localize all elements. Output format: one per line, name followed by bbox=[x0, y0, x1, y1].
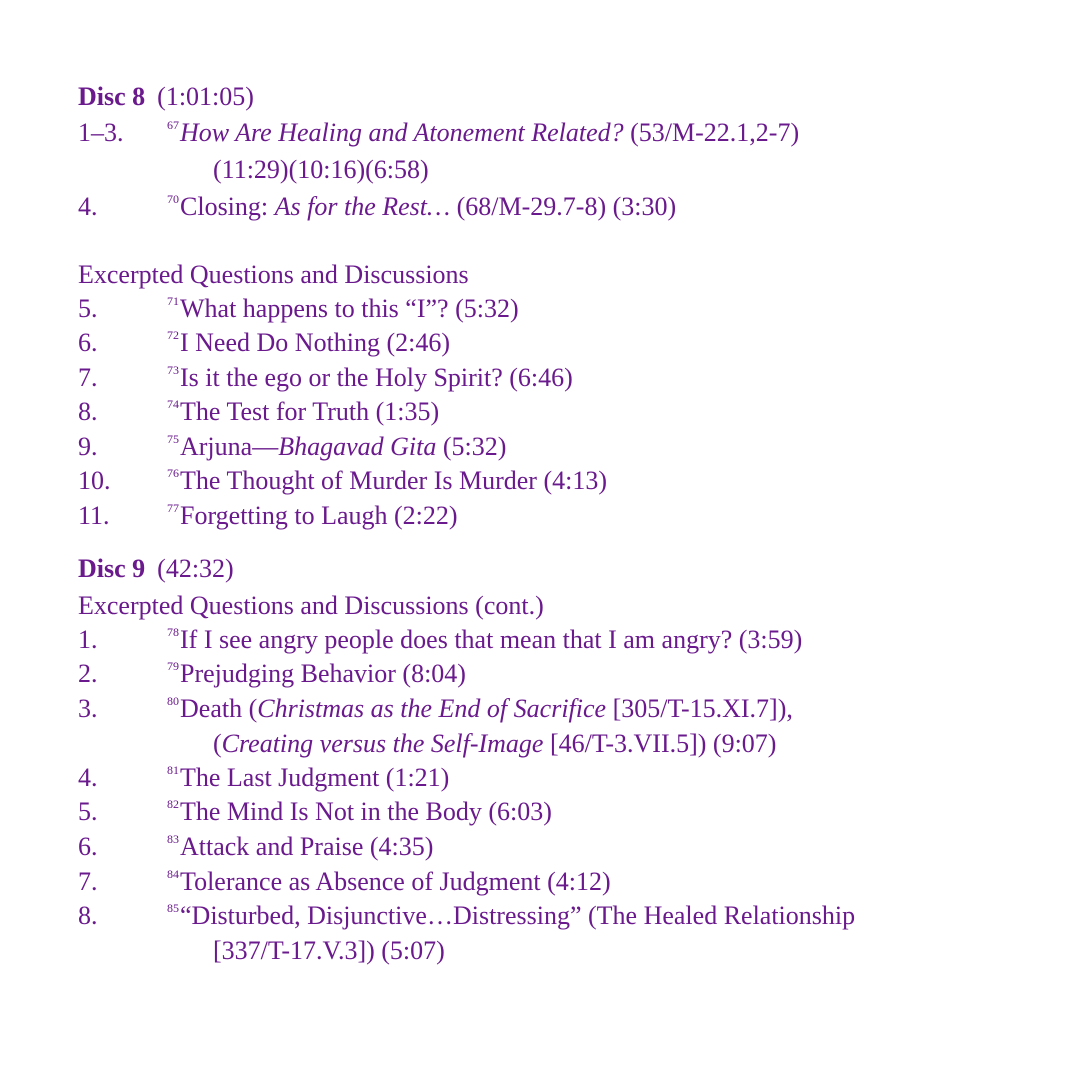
track-title bbox=[167, 466, 607, 496]
track-title-part: Is it the ego or the Holy Spirit? (6:46) bbox=[180, 363, 573, 392]
footnote-marker: 84 bbox=[167, 867, 179, 881]
track-title-italic: How Are Healing and Atonement Related? bbox=[180, 118, 624, 147]
track-title-part: The Mind Is Not in the Body (6:03) bbox=[180, 797, 552, 826]
track-title-part: The Thought of Murder Is Murder (4:13) bbox=[180, 466, 607, 495]
track-title-italic: Bhagavad Gita bbox=[278, 432, 437, 461]
footnote-marker: 74 bbox=[167, 397, 179, 411]
track-title bbox=[167, 294, 519, 324]
track-number: 7. bbox=[78, 363, 98, 392]
track-title-italic: As for the Rest… bbox=[274, 192, 451, 221]
track-title-part: Tolerance as Absence of Judgment (4:12) bbox=[180, 867, 611, 896]
footnote-marker: 77 bbox=[167, 501, 179, 515]
footnote-marker: 82 bbox=[167, 797, 179, 811]
track-number: 2. bbox=[78, 659, 98, 688]
track-title-ref: (53/M-22.1,2-7) bbox=[623, 118, 800, 147]
track-number: 8. bbox=[78, 901, 98, 930]
track-title bbox=[167, 363, 573, 393]
track-title-ref: (68/M-29.7-8) (3:30) bbox=[450, 192, 677, 221]
footnote-marker: 81 bbox=[167, 763, 179, 777]
track-title bbox=[167, 501, 458, 531]
track-title-ref: [46/T-3.VII.5]) (9:07) bbox=[543, 729, 777, 758]
track-title-continuation: (11:29)(10:16)(6:58) bbox=[213, 155, 429, 184]
disc-9-duration: (42:32) bbox=[157, 554, 234, 583]
track-title-continuation: [337/T-17.V.3]) (5:07) bbox=[213, 936, 445, 965]
track-title-part: Prejudging Behavior (8:04) bbox=[180, 659, 466, 688]
track-number: 1–3. bbox=[78, 118, 124, 147]
disc-8-duration: (1:01:05) bbox=[157, 82, 254, 111]
track-number: 9. bbox=[78, 432, 98, 461]
footnote-marker: 70 bbox=[167, 192, 179, 206]
track-title bbox=[167, 118, 799, 148]
footnote-marker: 80 bbox=[167, 694, 179, 708]
track-title bbox=[167, 625, 802, 655]
track-title-part: The Last Judgment (1:21) bbox=[180, 763, 450, 792]
track-title-part: The Test for Truth (1:35) bbox=[180, 397, 440, 426]
track-number: 7. bbox=[78, 867, 98, 896]
track-number: 4. bbox=[78, 192, 98, 221]
track-number: 10. bbox=[78, 466, 111, 495]
footnote-marker: 85 bbox=[167, 901, 179, 915]
track-title bbox=[167, 659, 466, 689]
track-title-part: Death ( bbox=[180, 694, 258, 723]
disc-9-label: Disc 9 bbox=[78, 554, 146, 583]
track-title bbox=[167, 694, 793, 724]
track-title bbox=[167, 763, 449, 793]
track-number: 5. bbox=[78, 797, 98, 826]
footnote-marker: 76 bbox=[167, 466, 179, 480]
track-title-part: “Disturbed, Disjunctive…Distressing” (The Healed Relationship bbox=[180, 901, 856, 930]
track-title-part: Forgetting to Laugh (2:22) bbox=[180, 501, 458, 530]
track-title-duration: (5:32) bbox=[436, 432, 507, 461]
disc-8-label: Disc 8 bbox=[78, 82, 146, 111]
disc-8-excerpt-heading: Excerpted Questions and Discussions bbox=[78, 260, 469, 289]
track-title-part: ( bbox=[213, 729, 222, 758]
track-title-part: Arjuna— bbox=[180, 432, 279, 461]
track-title-part: I Need Do Nothing (2:46) bbox=[180, 328, 451, 357]
track-title bbox=[167, 432, 506, 462]
track-number: 1. bbox=[78, 625, 98, 654]
track-title-ref: [305/T-15.XI.7]), bbox=[606, 694, 793, 723]
track-number: 4. bbox=[78, 763, 98, 792]
footnote-marker: 67 bbox=[167, 118, 179, 132]
disc-9-excerpt-heading: Excerpted Questions and Discussions (cont.) bbox=[78, 591, 544, 620]
footnote-marker: 79 bbox=[167, 659, 179, 673]
track-number: 11. bbox=[78, 501, 110, 530]
track-title-part: What happens to this “I”? (5:32) bbox=[180, 294, 519, 323]
disc-8-heading bbox=[78, 82, 254, 112]
track-title bbox=[167, 192, 676, 222]
track-title-part: Attack and Praise (4:35) bbox=[180, 832, 434, 861]
track-title bbox=[167, 867, 611, 897]
track-number: 5. bbox=[78, 294, 98, 323]
footnote-marker: 72 bbox=[167, 328, 179, 342]
footnote-marker: 73 bbox=[167, 363, 179, 377]
track-title-part: If I see angry people does that mean that I am angry? (3:59) bbox=[180, 625, 803, 654]
track-title bbox=[167, 832, 433, 862]
track-title-italic: Creating versus the Self-Image bbox=[221, 729, 544, 758]
track-title-part: Closing: bbox=[180, 192, 275, 221]
footnote-marker: 71 bbox=[167, 294, 179, 308]
footnote-marker: 75 bbox=[167, 432, 179, 446]
track-title bbox=[167, 797, 552, 827]
track-title bbox=[167, 901, 855, 931]
track-number: 6. bbox=[78, 328, 98, 357]
track-title bbox=[167, 397, 439, 427]
track-number: 6. bbox=[78, 832, 98, 861]
footnote-marker: 78 bbox=[167, 625, 179, 639]
track-title bbox=[167, 328, 450, 358]
disc-9-heading bbox=[78, 554, 234, 584]
track-number: 3. bbox=[78, 694, 98, 723]
track-title-continuation bbox=[213, 729, 776, 759]
track-number: 8. bbox=[78, 397, 98, 426]
footnote-marker: 83 bbox=[167, 832, 179, 846]
track-title-italic: Christmas as the End of Sacrifice bbox=[257, 694, 607, 723]
